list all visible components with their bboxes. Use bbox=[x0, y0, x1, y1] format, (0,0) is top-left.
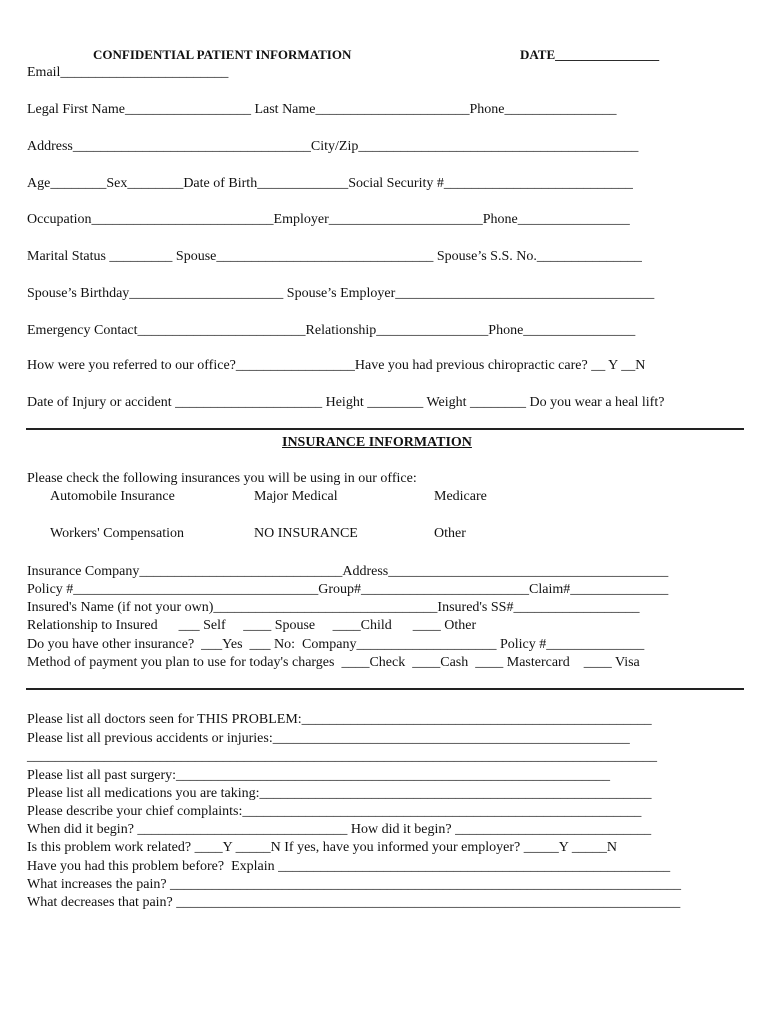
injury-line[interactable]: Date of Injury or accident _____________________ Height ________ Weight ________ Do you wear a heal lift? bbox=[27, 395, 665, 410]
insurance-heading: INSURANCE INFORMATION bbox=[282, 435, 472, 450]
occupation-line[interactable]: Occupation__________________________Employer______________________Phone________________ bbox=[27, 212, 630, 227]
work-related-line[interactable]: Is this problem work related? ____Y _____N If yes, have you informed your employer? _____Y _____N bbox=[27, 840, 617, 855]
option-automobile[interactable]: Automobile Insurance bbox=[50, 489, 175, 504]
medications-line[interactable]: Please list all medications you are taking:________________________________________________________ bbox=[27, 786, 652, 801]
spouse-birthday-line[interactable]: Spouse’s Birthday______________________ Spouse’s Employer_____________________________________ bbox=[27, 286, 655, 301]
age-sex-dob-line[interactable]: Age________Sex________Date of Birth_____________Social Security #___________________________ bbox=[27, 176, 633, 191]
onset-line[interactable]: When did it begin? ______________________________ How did it begin? ____________________________ bbox=[27, 822, 652, 837]
option-medicare[interactable]: Medicare bbox=[434, 489, 487, 504]
emergency-contact-line[interactable]: Emergency Contact________________________Relationship________________Phone________________ bbox=[27, 323, 636, 338]
pain-increase-line[interactable]: What increases the pain? _________________________________________________________________________ bbox=[27, 877, 682, 892]
referral-line[interactable]: How were you referred to our office?_________________Have you had previous chiropractic care? __ Y __N bbox=[27, 358, 646, 373]
relationship-line[interactable]: Relationship to Insured ___ Self ____ Spouse ____Child ____ Other bbox=[27, 618, 477, 633]
section-divider bbox=[26, 428, 744, 430]
address-line[interactable]: Address__________________________________City/Zip________________________________________ bbox=[27, 139, 639, 154]
pain-decrease-line[interactable]: What decreases that pain? ________________________________________________________________________ bbox=[27, 895, 681, 910]
option-no-insurance[interactable]: NO INSURANCE bbox=[254, 526, 358, 541]
doctors-line[interactable]: Please list all doctors seen for THIS PROBLEM:__________________________________________________ bbox=[27, 712, 652, 727]
payment-method-line[interactable]: Method of payment you plan to use for today's charges ____Check ____Cash ____ Mastercard ____ Visa bbox=[27, 655, 640, 670]
email-field[interactable]: Email________________________ bbox=[27, 65, 229, 80]
form-title: CONFIDENTIAL PATIENT INFORMATION bbox=[93, 47, 352, 62]
surgery-line[interactable]: Please list all past surgery:______________________________________________________________ bbox=[27, 768, 611, 783]
complaints-line[interactable]: Please describe your chief complaints:_________________________________________________________ bbox=[27, 804, 642, 819]
policy-group-claim-line[interactable]: Policy #___________________________________Group#________________________Claim#______________ bbox=[27, 582, 669, 597]
insurance-company-line[interactable]: Insurance Company_____________________________Address________________________________________ bbox=[27, 564, 669, 579]
blank-line[interactable]: __________________________________________________________________________________________ bbox=[27, 749, 657, 764]
name-phone-line[interactable]: Legal First Name__________________ Last Name______________________Phone________________ bbox=[27, 102, 617, 117]
option-major-medical[interactable]: Major Medical bbox=[254, 489, 338, 504]
section-divider-2 bbox=[26, 688, 744, 690]
problem-before-line[interactable]: Have you had this problem before? Explain ________________________________________________________ bbox=[27, 859, 671, 874]
insured-name-line[interactable]: Insured's Name (if not your own)________________________________Insured's SS#__________________ bbox=[27, 600, 640, 615]
date-field[interactable]: DATE________________ bbox=[520, 47, 660, 62]
option-other[interactable]: Other bbox=[434, 526, 466, 541]
option-workers-comp[interactable]: Workers' Compensation bbox=[50, 526, 184, 541]
other-insurance-line[interactable]: Do you have other insurance? ___Yes ___ No: Company____________________ Policy #______________ bbox=[27, 637, 645, 652]
accidents-line[interactable]: Please list all previous accidents or injuries:___________________________________________________ bbox=[27, 731, 630, 746]
insurance-instruction: Please check the following insurances you will be using in our office: bbox=[27, 471, 417, 486]
marital-status-line[interactable]: Marital Status _________ Spouse_______________________________ Spouse’s S.S. No._______________ bbox=[27, 249, 642, 264]
